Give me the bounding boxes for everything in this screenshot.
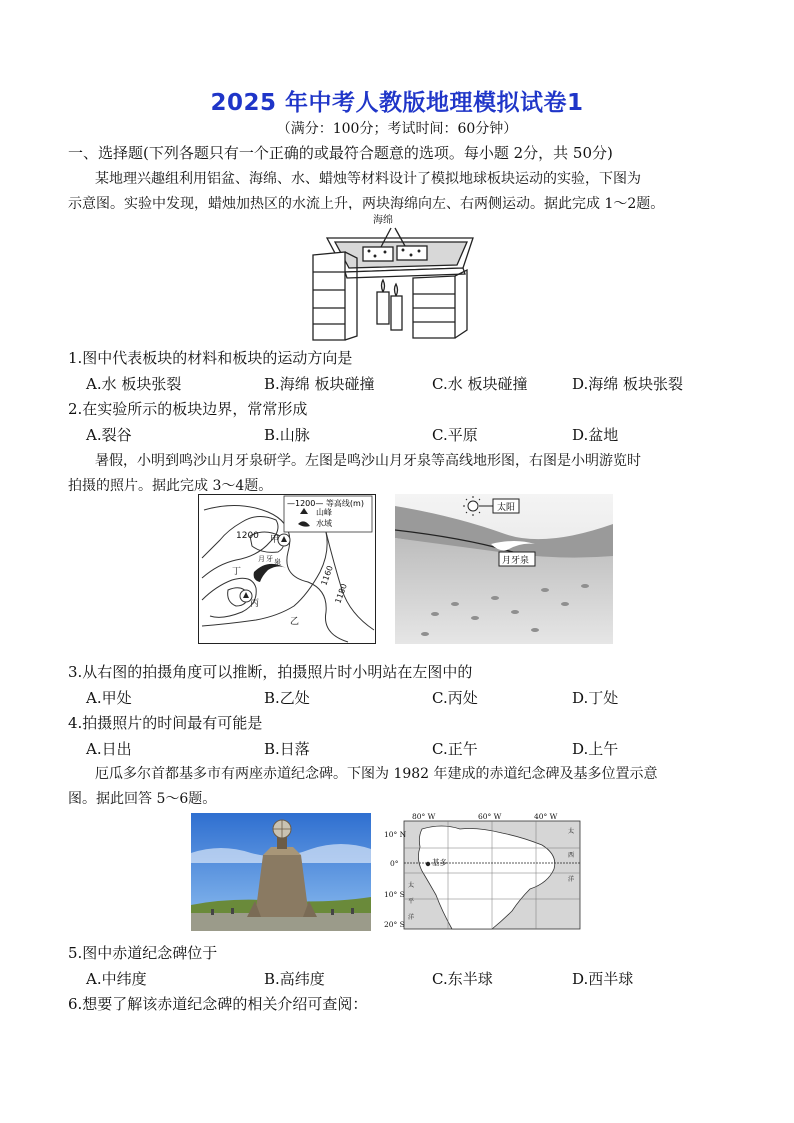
- south-america-map: [382, 811, 582, 933]
- experiment-diagram: [305, 210, 485, 345]
- question-3-option-c[interactable]: C.丙处: [432, 689, 478, 707]
- map-lon-80w: 80° W: [412, 812, 436, 821]
- question-4-option-d[interactable]: D.上午: [572, 740, 619, 758]
- question-2-option-b[interactable]: B.山脉: [264, 426, 310, 444]
- map-lat-10n: 10° N: [384, 830, 407, 839]
- question-2-stem: 2.在实验所示的板块边界，常常形成: [68, 400, 308, 418]
- label-yue: 月: [258, 555, 265, 563]
- place-jia: 甲: [270, 535, 280, 545]
- question-5-option-d[interactable]: D.西半球: [572, 970, 634, 988]
- question-2-option-c[interactable]: C.平原: [432, 426, 478, 444]
- passage-3-line-2: 图。据此回答 5～6题。: [68, 791, 217, 807]
- question-5-option-c[interactable]: C.东半球: [432, 970, 493, 988]
- map-lat-0: 0°: [390, 859, 399, 868]
- question-3-stem: 3.从右图的拍摄角度可以推断，拍摄照片时小明站在左图中的: [68, 663, 473, 681]
- passage-3-line-1: 厄瓜多尔首都基多市有两座赤道纪念碑。下图为 1982 年建成的赤道纪念碑及基多位置示意: [95, 766, 658, 782]
- map-lat-20s: 20° S: [384, 920, 405, 929]
- exam-subtitle: （满分：100分；考试时间：60分钟）: [276, 121, 518, 137]
- question-2-option-a[interactable]: A.裂谷: [86, 426, 132, 444]
- contour-label-1160: 1160: [319, 564, 335, 587]
- question-5-option-b[interactable]: B.高纬度: [264, 970, 325, 988]
- question-4-option-a[interactable]: A.日出: [86, 740, 132, 758]
- question-1-option-d[interactable]: D.海绵 板块张裂: [572, 375, 684, 393]
- photo-spring-label: 月牙泉: [502, 556, 530, 566]
- map-sea-3: 洋: [568, 876, 575, 883]
- map-sea-4: 太: [408, 882, 415, 889]
- map-sea-2: 西: [568, 852, 575, 859]
- question-5-option-a[interactable]: A.中纬度: [86, 970, 147, 988]
- question-6-stem: 6.想要了解该赤道纪念碑的相关介绍可查阅：: [68, 995, 368, 1013]
- question-3-option-a[interactable]: A.甲处: [86, 689, 132, 707]
- map-sea-6: 洋: [408, 914, 415, 921]
- place-yi: 乙: [290, 617, 300, 627]
- map-lat-10s: 10° S: [384, 890, 405, 899]
- question-5-stem: 5.图中赤道纪念碑位于: [68, 944, 218, 962]
- map-city-label: 基多: [432, 858, 447, 867]
- label-ya: 牙: [266, 555, 273, 563]
- question-4-option-b[interactable]: B.日落: [264, 740, 310, 758]
- contour-label-1180: 1180: [333, 582, 349, 605]
- legend-peak: 山峰: [316, 508, 332, 517]
- equator-monument-photo: [191, 813, 371, 931]
- question-4-option-c[interactable]: C.正午: [432, 740, 478, 758]
- question-2-option-d[interactable]: D.盆地: [572, 426, 619, 444]
- passage-1-line-1: 某地理兴趣组利用铝盆、海绵、水、蜡烛等材料设计了模拟地球板块运动的实验，下图为: [95, 171, 641, 187]
- passage-2-line-1: 暑假，小明到鸣沙山月牙泉研学。左图是鸣沙山月牙泉等高线地形图，右图是小明游览时: [95, 453, 641, 469]
- question-1-option-b[interactable]: B.海绵 板块碰撞: [264, 375, 375, 393]
- map-lon-40w: 40° W: [534, 812, 558, 821]
- question-1-option-a[interactable]: A.水 板块张裂: [86, 375, 182, 393]
- question-1-option-c[interactable]: C.水 板块碰撞: [432, 375, 528, 393]
- question-4-stem: 4.拍摄照片的时间最有可能是: [68, 714, 263, 732]
- photo-sun-label: 太阳: [497, 503, 516, 513]
- place-bing: 丙: [250, 599, 260, 609]
- map-sea-1: 太: [568, 828, 575, 835]
- exam-title: 2025 年中考人教版地理模拟试卷1: [210, 90, 584, 116]
- map-lon-60w: 60° W: [478, 812, 502, 821]
- legend-water: 水域: [316, 519, 332, 528]
- question-3-option-d[interactable]: D.丁处: [572, 689, 619, 707]
- passage-2-line-2: 拍摄的照片。据此完成 3～4题。: [68, 478, 273, 494]
- quito-marker-icon: [426, 862, 430, 866]
- crescent-spring-photo: [395, 494, 613, 644]
- place-ding: 丁: [232, 567, 242, 577]
- question-1-stem: 1.图中代表板块的材料和板块的运动方向是: [68, 349, 353, 367]
- contour-label-1200: 1200: [236, 531, 259, 541]
- legend-contour: —1200— 等高线(m): [287, 499, 364, 508]
- section-heading: 一、选择题(下列各题只有一个正确的或最符合题意的选项。每小题 2分，共 50分): [68, 144, 613, 162]
- passage-1-line-2: 示意图。实验中发现，蜡烛加热区的水流上升，两块海绵向左、右两侧运动。据此完成 1～2题。: [68, 196, 665, 212]
- question-3-option-b[interactable]: B.乙处: [264, 689, 310, 707]
- map-sea-5: 平: [408, 898, 415, 905]
- sponge-label: 海绵: [373, 215, 393, 226]
- contour-map: [198, 494, 376, 644]
- label-quan: 泉: [274, 558, 281, 566]
